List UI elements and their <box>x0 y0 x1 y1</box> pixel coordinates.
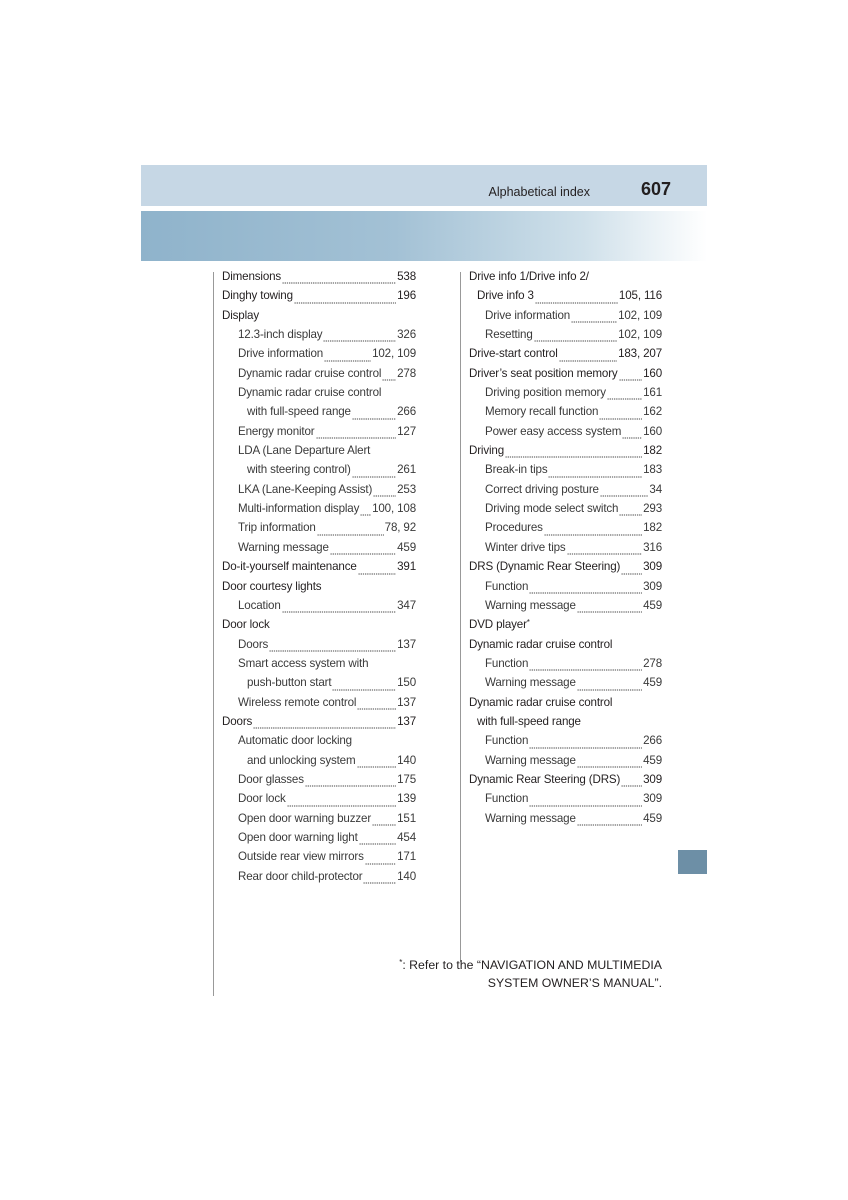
entry-label: Power easy access system <box>485 424 622 438</box>
index-entry <box>469 676 662 695</box>
dot-leader <box>621 566 642 575</box>
entry-label: Drive info 1/Drive info 2/ <box>469 270 589 283</box>
entry-label: Dynamic radar cruise control <box>238 386 382 400</box>
index-entry <box>222 599 416 618</box>
entry-page[interactable]: 266 <box>643 734 662 748</box>
dot-leader <box>365 856 396 865</box>
index-entry <box>469 754 662 773</box>
entry-page[interactable]: 102, 109 <box>372 347 416 361</box>
dot-leader <box>357 701 396 710</box>
index-entry <box>469 386 662 405</box>
entry-page[interactable]: 459 <box>643 811 662 825</box>
dot-leader <box>357 759 397 768</box>
dot-leader <box>599 411 642 420</box>
entry-page[interactable]: 459 <box>643 676 662 690</box>
dot-leader <box>621 778 642 787</box>
entry-label: Warning message <box>485 598 576 612</box>
entry-label: Function <box>485 656 529 670</box>
entry-label: Multi-information display <box>238 502 360 516</box>
entry-page[interactable]: 160 <box>643 366 662 380</box>
dot-leader <box>619 372 643 381</box>
index-entry <box>222 560 416 579</box>
entry-page[interactable]: 196 <box>397 289 416 303</box>
entry-label: Correct driving posture <box>485 482 599 496</box>
dot-leader <box>287 798 396 807</box>
index-entry <box>222 792 416 811</box>
entry-label: Smart access system with <box>238 656 369 670</box>
entry-label: Warning message <box>485 811 576 825</box>
entry-page[interactable]: 183, 207 <box>618 347 662 361</box>
index-entry <box>469 521 662 540</box>
entry-page[interactable]: 459 <box>643 753 662 767</box>
entry-page[interactable]: 182 <box>643 444 662 458</box>
dot-leader <box>535 295 618 304</box>
entry-label: DRS (Dynamic Rear Steering) <box>469 560 621 574</box>
entry-label: Open door warning light <box>238 830 358 844</box>
dot-leader <box>529 585 642 594</box>
index-entry <box>222 657 416 676</box>
entry-label: Outside rear view mirrors <box>238 850 364 864</box>
entry-label: Driving position memory <box>485 386 606 400</box>
index-entry <box>222 463 416 482</box>
dot-leader <box>373 488 396 497</box>
entry-page[interactable]: 391 <box>397 560 416 574</box>
entry-label: Door lock <box>222 618 270 632</box>
entry-page[interactable]: 150 <box>397 676 416 690</box>
entry-label: Function <box>485 792 529 806</box>
entry-label: Door courtesy lights <box>222 579 322 593</box>
index-entry <box>469 425 662 444</box>
dot-leader <box>577 759 642 768</box>
entry-label: Door glasses <box>238 772 304 786</box>
entry-label: Open door warning buzzer <box>238 811 372 825</box>
index-entry <box>469 734 662 753</box>
entry-page[interactable]: 347 <box>397 598 416 612</box>
dot-leader <box>622 430 642 439</box>
index-entry <box>222 734 416 753</box>
dot-leader <box>359 836 396 845</box>
index-column-left <box>222 270 416 889</box>
dot-leader <box>544 527 642 536</box>
entry-label: Resetting <box>485 328 533 342</box>
entry-label: Dynamic radar cruise control <box>469 695 613 709</box>
footnote-mark: * <box>399 958 403 967</box>
entry-label: Wireless remote control <box>238 695 357 709</box>
index-entry <box>469 367 662 386</box>
dot-leader <box>324 353 371 362</box>
dot-leader <box>316 430 397 439</box>
entry-page[interactable]: 127 <box>397 424 416 438</box>
entry-page[interactable]: 100, 108 <box>372 502 416 516</box>
center-rule <box>460 272 461 962</box>
section-title: Alphabetical index <box>488 185 590 199</box>
entry-label: Location <box>238 598 281 612</box>
dot-leader <box>529 798 642 807</box>
index-entry <box>222 580 416 599</box>
index-entry <box>222 328 416 347</box>
entry-label: DVD player <box>469 618 527 632</box>
entry-label: Driving mode select switch <box>485 502 619 516</box>
entry-label: Drive information <box>485 308 571 322</box>
entry-label: Rear door child-protector <box>238 869 363 883</box>
entry-page[interactable]: 137 <box>397 695 416 709</box>
entry-label: Door lock <box>238 792 286 806</box>
index-entry <box>222 483 416 502</box>
footnote-line-2: SYSTEM OWNER’S MANUAL”. <box>487 975 662 990</box>
entry-page[interactable]: 137 <box>397 714 416 728</box>
entry-page[interactable]: 293 <box>643 502 662 516</box>
dot-leader <box>317 527 384 536</box>
entry-page[interactable]: 78, 92 <box>384 521 416 535</box>
index-entry <box>222 444 416 463</box>
index-entry <box>222 676 416 695</box>
dot-leader <box>332 682 396 691</box>
dot-leader <box>529 662 642 671</box>
index-entry <box>222 309 416 328</box>
dot-leader <box>607 391 642 400</box>
entry-label: and unlocking system <box>247 753 356 767</box>
page-number: 607 <box>640 179 671 199</box>
dot-leader <box>505 449 642 458</box>
entry-page[interactable]: 538 <box>397 270 416 283</box>
entry-label: Driver’s seat position memory <box>469 366 618 380</box>
entry-page[interactable]: 102, 109 <box>618 328 662 342</box>
index-entry <box>222 405 416 424</box>
dot-leader <box>305 778 396 787</box>
dot-leader <box>358 566 396 575</box>
entry-page[interactable]: 102, 109 <box>618 308 662 322</box>
index-entry <box>222 367 416 386</box>
index-entry <box>222 425 416 444</box>
entry-label: Winter drive tips <box>485 540 566 554</box>
index-entry <box>469 618 662 637</box>
dot-leader <box>282 275 396 284</box>
entry-label: Warning message <box>238 540 329 554</box>
index-entry <box>469 657 662 676</box>
index-entry <box>469 773 662 792</box>
entry-label: with full-speed range <box>247 405 351 419</box>
dot-leader <box>360 507 371 516</box>
dot-leader <box>294 295 396 304</box>
entry-label: Trip information <box>238 521 316 535</box>
dot-leader <box>352 411 396 420</box>
entry-label: Driving <box>469 444 505 458</box>
entry-label: with full-speed range <box>477 714 581 728</box>
entry-page[interactable]: 183 <box>643 463 662 477</box>
entry-page[interactable]: 140 <box>397 753 416 767</box>
index-entry <box>222 270 416 289</box>
index-entry <box>222 618 416 637</box>
index-entry <box>222 638 416 657</box>
entry-footnote-mark: * <box>526 618 530 628</box>
entry-page[interactable]: 151 <box>397 811 416 825</box>
entry-page[interactable]: 171 <box>397 850 416 864</box>
index-entry <box>469 638 662 657</box>
dot-leader <box>619 507 642 516</box>
dot-leader <box>577 682 642 691</box>
entry-page[interactable]: 326 <box>397 328 416 342</box>
index-entry <box>469 483 662 502</box>
dot-leader <box>559 353 617 362</box>
index-entry <box>469 715 662 734</box>
entry-label: Drive information <box>238 347 324 361</box>
entry-label: Break-in tips <box>485 463 548 477</box>
index-entry <box>222 696 416 715</box>
entry-label: Function <box>485 579 529 593</box>
dot-leader <box>382 372 396 381</box>
index-entry <box>469 599 662 618</box>
entry-page[interactable]: 309 <box>643 560 662 574</box>
index-entry <box>222 541 416 560</box>
dot-leader <box>577 817 642 826</box>
index-entry <box>469 792 662 811</box>
entry-label: Dynamic Rear Steering (DRS) <box>469 772 621 786</box>
entry-page[interactable]: 459 <box>397 540 416 554</box>
dot-leader <box>372 817 396 826</box>
index-entry <box>469 309 662 328</box>
entry-label: Dinghy towing <box>222 289 293 303</box>
left-rule <box>213 272 214 996</box>
index-entry <box>469 541 662 560</box>
index-entry <box>222 502 416 521</box>
index-entry <box>222 850 416 869</box>
entry-page[interactable]: 309 <box>643 772 662 786</box>
entry-page[interactable]: 175 <box>397 772 416 786</box>
index-entry <box>469 812 662 831</box>
index-entry <box>469 328 662 347</box>
entry-page[interactable]: 309 <box>643 579 662 593</box>
entry-page[interactable]: 139 <box>397 792 416 806</box>
entry-page[interactable]: 34 <box>649 482 662 496</box>
entry-label: Energy monitor <box>238 424 315 438</box>
entry-label: Automatic door locking <box>238 734 352 748</box>
entry-page[interactable]: 160 <box>643 424 662 438</box>
entry-page[interactable]: 309 <box>643 792 662 806</box>
entry-label: push-button start <box>247 676 332 690</box>
entry-label: Display <box>222 308 259 322</box>
index-entry <box>469 444 662 463</box>
dot-leader <box>330 546 396 555</box>
entry-label: 12.3-inch display <box>238 328 323 342</box>
entry-label: Dimensions <box>222 270 282 283</box>
index-entry <box>222 386 416 405</box>
entry-page[interactable]: 454 <box>397 830 416 844</box>
header-gradient-band <box>141 211 707 261</box>
entry-label: LDA (Lane Departure Alert <box>238 444 371 458</box>
dot-leader <box>269 643 396 652</box>
entry-label: Dynamic radar cruise control <box>238 366 382 380</box>
index-entry <box>469 289 662 308</box>
entry-label: Warning message <box>485 753 576 767</box>
index-entry <box>222 289 416 308</box>
entry-label: Do-it-yourself maintenance <box>222 560 357 574</box>
index-entry <box>222 715 416 734</box>
entry-label: LKA (Lane-Keeping Assist) <box>238 482 373 496</box>
entry-page[interactable]: 459 <box>643 598 662 612</box>
index-entry <box>222 870 416 889</box>
index-entry <box>222 754 416 773</box>
index-column-right <box>469 270 662 831</box>
dot-leader <box>282 604 396 613</box>
entry-label: Procedures <box>485 521 543 535</box>
index-entry <box>222 521 416 540</box>
footnote-line-1 <box>340 957 662 975</box>
entry-label: with steering control) <box>247 463 351 477</box>
index-entry <box>469 270 662 289</box>
dot-leader <box>534 333 617 342</box>
entry-label: Drive info 3 <box>477 289 534 303</box>
entry-page[interactable]: 261 <box>397 463 416 477</box>
dot-leader <box>363 875 396 884</box>
index-entry <box>222 347 416 366</box>
index-entry <box>222 812 416 831</box>
entry-page[interactable]: 140 <box>397 869 416 883</box>
entry-label: Doors <box>222 714 253 728</box>
dot-leader <box>529 740 642 749</box>
entry-page[interactable]: 137 <box>397 637 416 651</box>
entry-label: Drive-start control <box>469 347 558 361</box>
footnote <box>340 957 662 992</box>
dot-leader <box>600 488 649 497</box>
footnote-text-1: : Refer to the “NAVIGATION AND MULTIMEDIA <box>402 958 662 972</box>
index-entry <box>222 831 416 850</box>
index-entry <box>469 347 662 366</box>
dot-leader <box>567 546 643 555</box>
section-tab[interactable] <box>678 850 707 874</box>
entry-page[interactable]: 316 <box>643 540 662 554</box>
dot-leader <box>577 604 642 613</box>
index-entry <box>469 463 662 482</box>
entry-page[interactable]: 182 <box>643 521 662 535</box>
entry-page[interactable]: 278 <box>643 656 662 670</box>
entry-label: Doors <box>238 637 269 651</box>
dot-leader <box>253 720 396 729</box>
index-entry <box>222 773 416 792</box>
entry-page[interactable]: 253 <box>397 482 416 496</box>
dot-leader <box>548 469 642 478</box>
entry-label: Function <box>485 734 529 748</box>
index-entry <box>469 696 662 715</box>
entry-page[interactable]: 161 <box>643 386 662 400</box>
index-entry <box>469 405 662 424</box>
index-entry <box>469 580 662 599</box>
dot-leader <box>571 314 617 323</box>
entry-page[interactable]: 278 <box>397 366 416 380</box>
entry-label: Dynamic radar cruise control <box>469 637 613 651</box>
dot-leader <box>352 469 396 478</box>
entry-page[interactable]: 266 <box>397 405 416 419</box>
index-entry <box>469 502 662 521</box>
entry-label: Memory recall function <box>485 405 599 419</box>
entry-page[interactable]: 105, 116 <box>618 289 662 303</box>
index-entry <box>469 560 662 579</box>
dot-leader <box>323 333 396 342</box>
entry-label: Warning message <box>485 676 576 690</box>
entry-page[interactable]: 162 <box>643 405 662 419</box>
